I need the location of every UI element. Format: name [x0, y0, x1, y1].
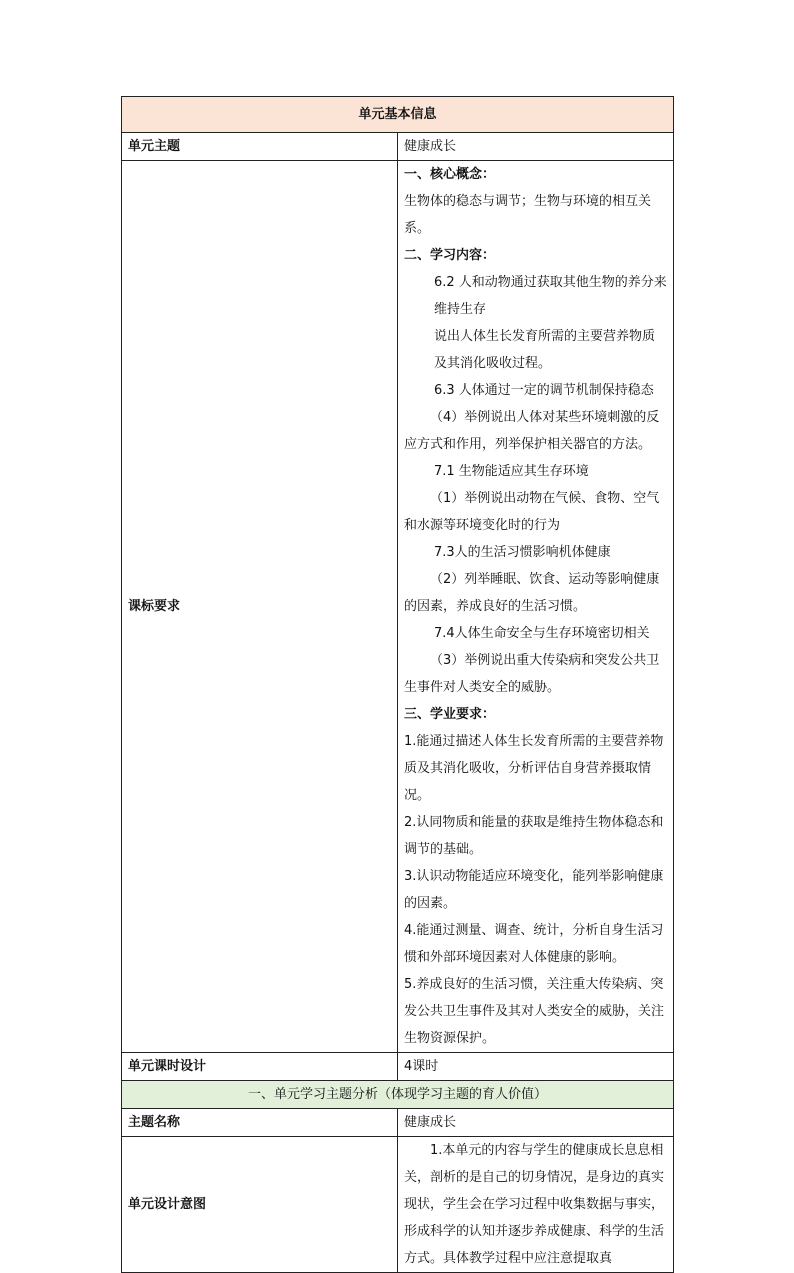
content-item: （2）列举睡眠、饮食、运动等影响健康的因素，养成良好的生活习惯。	[404, 572, 660, 614]
unit-info-table	[121, 96, 674, 1273]
theme-label: 单元主题	[122, 133, 398, 161]
hours-label: 单元课时设计	[122, 1053, 398, 1081]
requirement-item: 5.养成良好的生活习惯，关注重大传染病、突发公共卫生事件及其对人类安全的威胁，关注生物资源保护。	[404, 977, 665, 1046]
design-intent-label: 单元设计意图	[122, 1137, 398, 1273]
design-intent-paragraph: 1.本单元的内容与学生的健康成长息息相关，剖析的是自己的切身情况，是身边的真实现状，学生会在学习过程中收集数据与事实，形成科学的认知并逐步养成健康、科学的生活方式。具体教学过程中应注意提取真	[404, 1143, 665, 1266]
content-item: 6.2 人和动物通过获取其他生物的养分来维持生存	[434, 275, 667, 317]
content-item: （4）举例说出人体对某些环境刺激的反应方式和作用，列举保护相关器官的方法。	[404, 410, 660, 452]
requirement-item: 3.认识动物能适应环境变化，能列举影响健康的因素。	[404, 869, 664, 911]
content-item: （1）举例说出动物在气候、食物、空气和水源等环境变化时的行为	[404, 491, 660, 533]
design-intent-text	[398, 1137, 674, 1273]
theme-value: 健康成长	[398, 133, 674, 161]
standards-heading-2: 二、学习内容：	[404, 248, 496, 263]
content-item: （3）举例说出重大传染病和突发公共卫生事件对人类安全的威胁。	[404, 653, 660, 695]
requirement-item: 2.认同物质和能量的获取是维持生物体稳态和调节的基础。	[404, 815, 664, 857]
content-item: 6.3 人体通过一定的调节机制保持稳态	[434, 383, 654, 398]
content-item: 7.3人的生活习惯影响机体健康	[434, 545, 611, 560]
standards-label: 课标要求	[122, 161, 398, 1053]
standards-core-concept: 生物体的稳态与调节；生物与环境的相互关系。	[404, 194, 652, 236]
requirement-item: 4.能通过测量、调查、统计，分析自身生活习惯和外部环境因素对人体健康的影响。	[404, 923, 664, 965]
topic-name-value: 健康成长	[398, 1109, 674, 1137]
content-item: 7.1 生物能适应其生存环境	[434, 464, 589, 479]
standards-heading-1: 一、核心概念：	[404, 167, 496, 182]
section-heading: 一、单元学习主题分析（体现学习主题的育人价值）	[122, 1081, 674, 1109]
table-title: 单元基本信息	[122, 97, 674, 133]
content-item: 7.4人体生命安全与生存环境密切相关	[434, 626, 650, 641]
standards-content	[398, 161, 674, 1053]
topic-name-label: 主题名称	[122, 1109, 398, 1137]
requirement-item: 1.能通过描述人体生长发育所需的主要营养物质及其消化吸收，分析评估自身营养摄取情况。	[404, 734, 664, 803]
standards-heading-3: 三、学业要求：	[404, 707, 496, 722]
content-item: 说出人体生长发育所需的主要营养物质及其消化吸收过程。	[434, 329, 656, 371]
hours-value: 4课时	[398, 1053, 674, 1081]
